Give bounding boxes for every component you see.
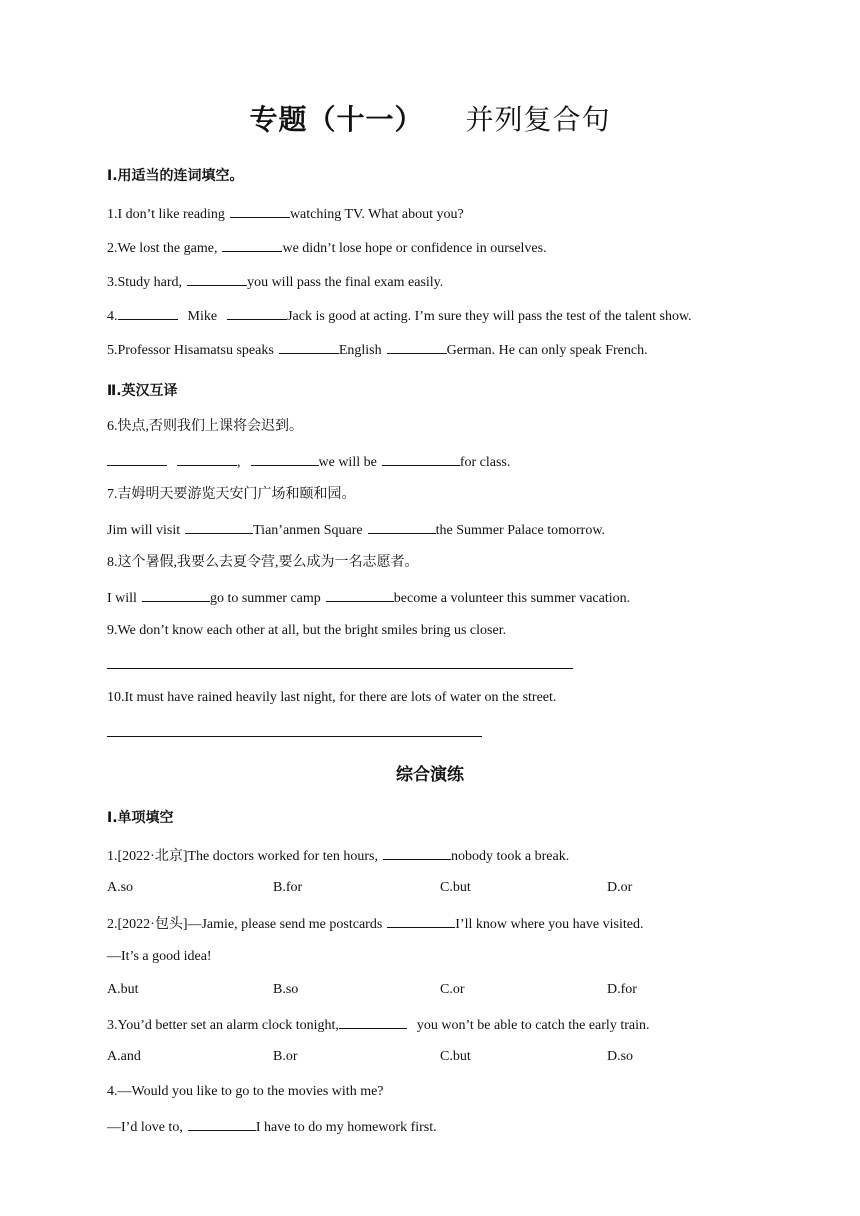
answer-blank[interactable] bbox=[142, 588, 210, 602]
question-9: 9.We don’t know each other at all, but the bright smiles bring us closer. bbox=[107, 623, 507, 638]
answer-blank[interactable] bbox=[387, 914, 455, 928]
question-7-chinese: 7.吉姆明天要游览天安门广场和颐和园。 bbox=[107, 487, 356, 502]
answer-blank[interactable] bbox=[188, 1117, 256, 1131]
option-d[interactable]: D.for bbox=[607, 982, 637, 997]
option-a[interactable]: A.but bbox=[107, 982, 139, 997]
page-title bbox=[0, 98, 860, 138]
title-sub: 并列复合句 bbox=[465, 103, 611, 136]
option-a[interactable]: A.so bbox=[107, 880, 134, 895]
title-main: 专题（十一） bbox=[249, 103, 424, 136]
answer-blank[interactable] bbox=[187, 272, 247, 286]
question-6-chinese: 6.快点,否则我们上课将会迟到。 bbox=[107, 419, 303, 434]
option-a[interactable]: A.and bbox=[107, 1049, 141, 1064]
question-1: 1.I don’t like reading watching TV. What about you? bbox=[107, 204, 464, 224]
answer-line-9[interactable] bbox=[107, 668, 573, 669]
answer-blank[interactable] bbox=[177, 452, 237, 466]
answer-line-10[interactable] bbox=[107, 736, 482, 737]
option-b[interactable]: B.for bbox=[273, 880, 303, 895]
question-6-english: , we will be for class. bbox=[107, 452, 510, 472]
answer-blank[interactable] bbox=[387, 340, 447, 354]
practice-heading: 综合演练 bbox=[396, 765, 464, 785]
answer-blank[interactable] bbox=[382, 452, 460, 466]
question-10: 10.It must have rained heavily last night, for there are lots of water on the street. bbox=[107, 690, 557, 705]
answer-blank[interactable] bbox=[118, 306, 178, 320]
answer-blank[interactable] bbox=[107, 452, 167, 466]
option-d[interactable]: D.or bbox=[607, 880, 633, 895]
option-c[interactable]: C.but bbox=[440, 880, 471, 895]
answer-blank[interactable] bbox=[230, 204, 290, 218]
option-d[interactable]: D.so bbox=[607, 1049, 634, 1064]
section2-heading: Ⅱ.英汉互译 bbox=[107, 383, 178, 399]
answer-blank[interactable] bbox=[368, 520, 436, 534]
option-b[interactable]: B.so bbox=[273, 982, 299, 997]
answer-blank[interactable] bbox=[227, 306, 287, 320]
answer-blank[interactable] bbox=[279, 340, 339, 354]
answer-blank[interactable] bbox=[339, 1015, 407, 1029]
mc-question-3: 3.You’d better set an alarm clock tonight, you won’t be able to catch the early train. bbox=[107, 1015, 649, 1035]
option-c[interactable]: C.or bbox=[440, 982, 465, 997]
answer-blank[interactable] bbox=[251, 452, 319, 466]
question-3: 3.Study hard, you will pass the final exam easily. bbox=[107, 272, 443, 292]
question-5: 5.Professor Hisamatsu speaks English German. He can only speak French. bbox=[107, 340, 648, 360]
answer-blank[interactable] bbox=[383, 846, 451, 860]
mc-question-2: 2.[2022·包头]—Jamie, please send me postcards I’ll know where you have visited. bbox=[107, 914, 643, 934]
question-7-english: Jim will visit Tian’anmen Square the Summer Palace tomorrow. bbox=[107, 520, 605, 540]
option-b[interactable]: B.or bbox=[273, 1049, 298, 1064]
mc-question-4: 4.—Would you like to go to the movies with me? bbox=[107, 1084, 384, 1099]
question-2: 2.We lost the game, we didn’t lose hope or confidence in ourselves. bbox=[107, 238, 547, 258]
mc-question-2-reply: —It’s a good idea! bbox=[107, 949, 212, 964]
answer-blank[interactable] bbox=[222, 238, 282, 252]
answer-blank[interactable] bbox=[185, 520, 253, 534]
question-8-english: I will go to summer camp become a volunteer this summer vacation. bbox=[107, 588, 630, 608]
option-c[interactable]: C.but bbox=[440, 1049, 471, 1064]
practice-subheading: Ⅰ.单项填空 bbox=[107, 810, 174, 826]
mc-question-4-reply: —I’d love to, I have to do my homework first. bbox=[107, 1117, 437, 1137]
section1-heading: Ⅰ.用适当的连词填空。 bbox=[107, 168, 244, 184]
question-4: 4. Mike Jack is good at acting. I’m sure they will pass the test of the talent show. bbox=[107, 306, 692, 326]
mc-question-1: 1.[2022·北京]The doctors worked for ten hours, nobody took a break. bbox=[107, 846, 569, 866]
question-8-chinese: 8.这个暑假,我要么去夏令营,要么成为一名志愿者。 bbox=[107, 555, 419, 570]
answer-blank[interactable] bbox=[326, 588, 394, 602]
